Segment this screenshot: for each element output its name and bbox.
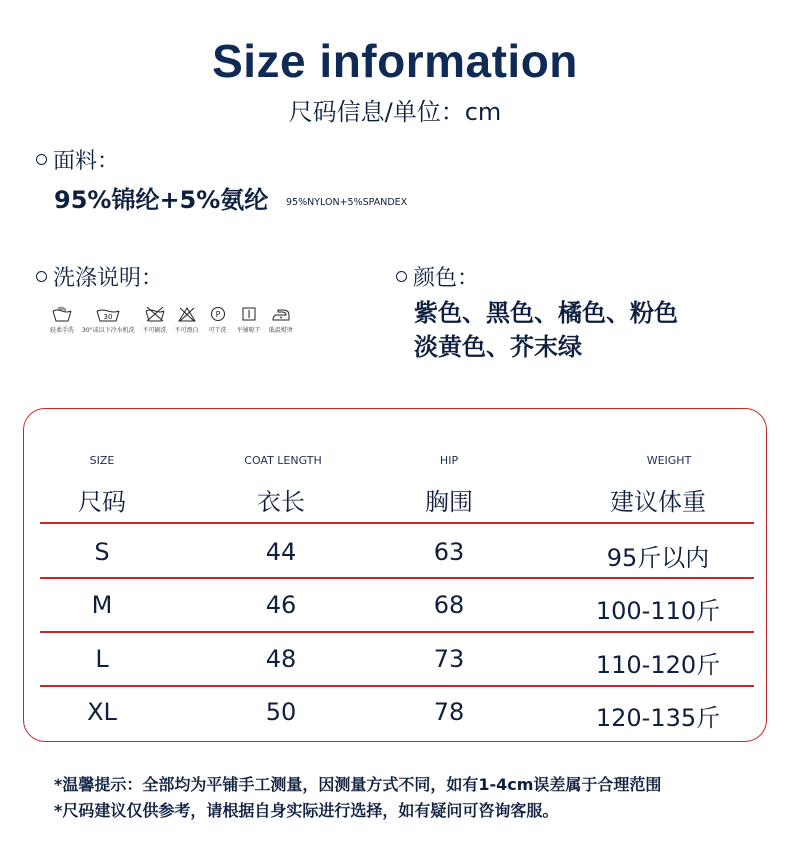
no-bleach-icon bbox=[176, 306, 198, 322]
cell-hip: 73 bbox=[433, 645, 465, 673]
color-options-line-2: 淡黄色、芥末绿 bbox=[414, 333, 582, 361]
cell-weight: 95斤以内 bbox=[606, 544, 710, 572]
header-weight-en: WEIGHT bbox=[646, 454, 692, 467]
cell-hip: 63 bbox=[433, 538, 465, 566]
color-options-line-1: 紫色、黑色、橘色、粉色 bbox=[414, 299, 678, 327]
bullet-icon bbox=[36, 154, 47, 165]
care-label: 平铺晾干 bbox=[236, 327, 261, 334]
header-hip-cn: 胸围 bbox=[425, 488, 473, 516]
cell-hip: 78 bbox=[433, 698, 465, 726]
row-divider bbox=[40, 685, 754, 687]
cell-weight: 120-135斤 bbox=[595, 704, 721, 732]
fabric-composition-english: 95%NYLON+5%SPANDEX bbox=[286, 197, 408, 208]
colors-heading bbox=[396, 261, 479, 292]
cell-weight: 100-110斤 bbox=[595, 597, 721, 625]
care-label: 低温熨烫 bbox=[268, 327, 293, 334]
care-item bbox=[50, 306, 74, 334]
wash-temp-text: 30 bbox=[103, 313, 113, 321]
fabric-composition: 95%锦纶+5%氨纶 bbox=[54, 186, 269, 214]
cell-coat-length: 46 bbox=[265, 591, 297, 619]
care-item bbox=[175, 306, 199, 334]
care-icons bbox=[50, 306, 301, 334]
washing-heading-label: 洗涤说明： bbox=[53, 266, 164, 291]
care-label: 不可漂白 bbox=[174, 327, 199, 334]
header-coat-length-en: COAT LENGTH bbox=[244, 454, 322, 467]
row-divider bbox=[40, 522, 754, 524]
care-item bbox=[269, 306, 293, 334]
flat-dry-icon bbox=[238, 306, 260, 322]
row-divider bbox=[40, 577, 754, 579]
hand-wash-icon bbox=[51, 306, 73, 322]
header-size-en: SIZE bbox=[89, 454, 115, 467]
cell-size: L bbox=[95, 645, 109, 673]
care-item bbox=[207, 306, 229, 334]
header-hip-en: HIP bbox=[439, 454, 459, 467]
fabric-heading bbox=[36, 144, 119, 175]
care-label: 不可刷洗 bbox=[142, 327, 167, 334]
no-dry-clean-icon bbox=[144, 306, 166, 322]
notes bbox=[54, 772, 661, 824]
care-label: 轻柔手洗 bbox=[50, 327, 75, 334]
header-size-cn: 尺码 bbox=[78, 488, 126, 516]
washing-heading bbox=[36, 261, 163, 292]
page-title: Size information bbox=[212, 35, 578, 87]
care-label: 30°或以下冷水机洗 bbox=[82, 327, 135, 334]
fabric-heading-label: 面料： bbox=[53, 149, 120, 174]
dry-clean-p-icon bbox=[207, 306, 229, 322]
note-line-2: *尺码建议仅供参考，请根据自身实际进行选择，如有疑问可咨询客服。 bbox=[54, 801, 559, 820]
cell-coat-length: 50 bbox=[265, 698, 297, 726]
page-subtitle: 尺码信息/单位：cm bbox=[288, 98, 502, 126]
size-table bbox=[23, 408, 767, 742]
colors-heading-label: 颜色： bbox=[413, 266, 480, 291]
cell-coat-length: 44 bbox=[265, 538, 297, 566]
cell-coat-length: 48 bbox=[265, 645, 297, 673]
care-item bbox=[237, 306, 261, 334]
bullet-icon bbox=[36, 271, 47, 282]
color-options bbox=[414, 296, 678, 364]
cell-size: S bbox=[94, 538, 110, 566]
iron-low-icon bbox=[270, 306, 292, 322]
cell-size: XL bbox=[87, 698, 117, 726]
wash-30-icon bbox=[95, 306, 121, 322]
row-divider bbox=[40, 631, 754, 633]
note-line-1: *温馨提示：全部均为平铺手工测量，因测量方式不同，如有1-4cm误差属于合理范围 bbox=[54, 775, 662, 794]
header-weight-cn: 建议体重 bbox=[610, 488, 706, 516]
bullet-icon bbox=[396, 271, 407, 282]
dry-clean-letter: P bbox=[215, 310, 221, 319]
care-item bbox=[82, 306, 135, 334]
care-label: 可干洗 bbox=[208, 327, 227, 334]
cell-weight: 110-120斤 bbox=[595, 651, 721, 679]
care-item bbox=[143, 306, 167, 334]
cell-size: M bbox=[91, 591, 113, 619]
cell-hip: 68 bbox=[433, 591, 465, 619]
header-coat-length-cn: 衣长 bbox=[257, 488, 305, 516]
